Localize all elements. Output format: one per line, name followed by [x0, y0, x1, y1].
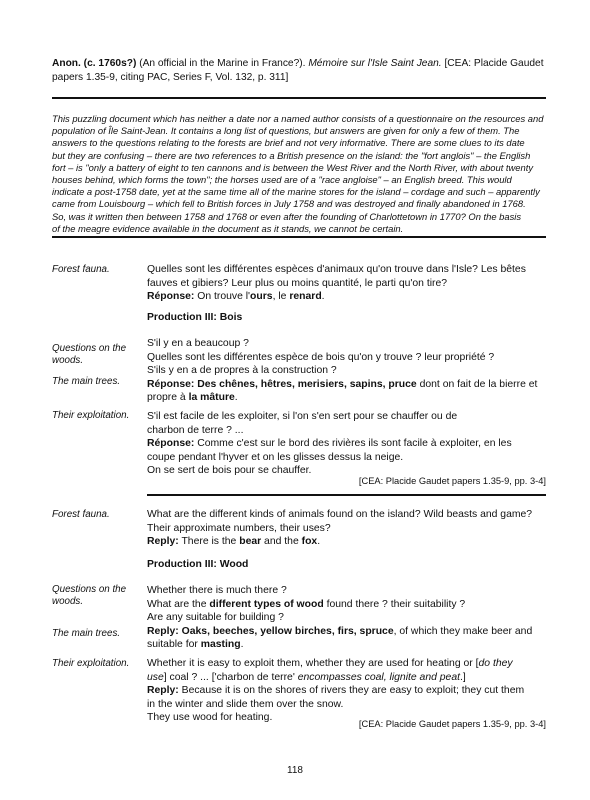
top-rule — [52, 97, 546, 99]
answer-text: , le — [272, 291, 290, 303]
exploit-question: charbon de terre ? ... — [147, 424, 244, 436]
intro-line: came from Louisbourg – which fell to British forces in July 1758 and was destroyed and finally abandoned in 1768. — [52, 198, 526, 210]
margin-note-trees: The main trees. — [52, 376, 121, 387]
question-text: .] — [460, 671, 466, 683]
intro-line: population of Île Saint-Jean. It contains a long list of questions, but answers are given for only a few of them. The — [52, 125, 520, 137]
section-heading: Production III: Bois — [147, 312, 243, 323]
intro-end-rule — [52, 236, 546, 238]
intro-line: houses behind, which forms the town"; the horses used are of a "race angloise" – an English breed. This would — [52, 174, 512, 186]
intro-paragraph — [52, 113, 552, 235]
margin-note-woods: Questions on the woods. — [52, 584, 127, 608]
exploit-answer: On se sert de bois pour se chauffer. — [147, 465, 312, 477]
answer-label: Reply: — [147, 625, 179, 637]
archive-citation: [CEA: Placide Gaudet papers 1.35-9, pp. 3-4] — [358, 719, 546, 729]
trees-answer — [147, 378, 547, 392]
section-divider — [147, 494, 546, 496]
english-fauna — [147, 508, 547, 549]
exploit-answer — [147, 684, 547, 698]
answer-text: On trouve l' — [194, 291, 251, 303]
answer-term: renard — [289, 291, 322, 303]
exploit-question: S'il est facile de les exploiter, si l'on s'en sert pour se chauffer ou de — [147, 411, 458, 422]
fauna-question: Their approximate numbers, their uses? — [147, 522, 331, 534]
answer-text: Because it is on the shores of rivers they are easy to exploit; they cut them — [178, 685, 525, 697]
answer-text: dont on fait de la bierre et — [416, 378, 538, 390]
french-section — [52, 263, 552, 493]
intro-line: but they are confusing – there are two references to a British presence on the island: the "fort anglois" – the English — [52, 149, 531, 161]
woods-question: Whether there is much there ? — [147, 585, 287, 596]
fauna-question: fauves et gibiers? Leur plus ou moins quantité, le parti qu'on tire? — [147, 277, 448, 289]
margin-note-exploitation: Their exploitation. — [52, 658, 130, 669]
fauna-question: Quelles sont les différentes espèces d'animaux qu'on trouve dans l'Isle? Les bêtes — [147, 264, 526, 275]
answer-label: Réponse: — [147, 378, 195, 390]
answer-text: . — [234, 392, 238, 404]
fauna-answer — [147, 535, 547, 549]
intro-line: fort – is "only a battery of eight to ten cannons and is between the West River and the North River, with about twenty — [52, 161, 534, 173]
exploit-answer — [147, 437, 547, 451]
intro-line: This puzzling document which has neither a date nor a named author consists of a questionnaire on the resources and — [52, 113, 544, 124]
intro-line: So, was it written then between 1758 and 1768 or even after the founding of Charlottetown in 1770? On the basis — [52, 210, 522, 222]
margin-note-exploitation: Their exploitation. — [52, 410, 130, 421]
english-section — [52, 508, 552, 738]
archive-citation: [CEA: Placide Gaudet papers 1.35-9, pp. 3-4] — [358, 476, 546, 486]
question-italic: encompasses coal, lignite and peat — [297, 671, 461, 683]
exploit-question — [147, 671, 547, 685]
page-number: 118 — [287, 765, 303, 776]
question-italic: use — [147, 671, 164, 683]
woods-question: Quelles sont les différentes espèce de bois qu'on y trouve ? leur propriété ? — [147, 351, 495, 363]
answer-term: Oaks, beeches, yellow birches, firs, spruce — [181, 625, 394, 637]
fauna-answer — [147, 290, 547, 304]
fauna-question: What are the different kinds of animals found on the island? Wild beasts and game? — [147, 509, 533, 520]
question-text: ] coal ? ... ['charbon de terre' — [163, 671, 298, 683]
woods-question: S'ils y en a de propres à la construction ? — [147, 365, 337, 377]
answer-text: There is the — [178, 536, 240, 548]
exploit-answer: in the winter and slide them over the snow. — [147, 698, 344, 710]
answer-label: Réponse: — [147, 438, 195, 450]
answer-label: Reply: — [147, 685, 179, 697]
answer-term: la mâture — [188, 392, 235, 404]
answer-label: Reply: — [147, 536, 179, 548]
margin-note-fauna: Forest fauna. — [52, 509, 110, 520]
intro-line: answers to the questions relating to the forests are brief and not very informative. There are some clues to its date — [52, 137, 525, 149]
question-italic: do they — [478, 658, 513, 669]
trees-answer — [147, 625, 547, 639]
intro-line: indicate a post-1758 date, yet at the same time all of the marine stores for the island – cordage and such – apparently — [52, 186, 540, 198]
answer-term: fox — [301, 536, 318, 548]
answer-text: suitable for — [147, 639, 201, 651]
english-exploitation — [147, 657, 547, 725]
exploit-answer: coupe pendant l'hyver et on les glisses dessus la neige. — [147, 451, 404, 463]
source-archive: [CEA: Placide Gaudet papers 1.35-9, citing PAC, Series F, Vol. 132, p. 311] — [52, 58, 544, 83]
answer-term: ours — [250, 291, 273, 303]
french-fauna — [147, 263, 547, 304]
answer-text: propre à — [147, 392, 189, 404]
intro-line: of the meagre evidence available in the document as it stands, we cannot be certain. — [52, 222, 404, 234]
answer-text: . — [240, 639, 244, 651]
exploit-question — [147, 657, 547, 671]
answer-text: and the — [261, 536, 302, 548]
source-author: Anon. (c. 1760s?) — [52, 58, 137, 69]
answer-text: . — [317, 536, 321, 548]
trees-answer — [147, 638, 547, 652]
question-term: different types of wood — [209, 598, 324, 610]
woods-question: Are any suitable for building ? — [147, 612, 284, 624]
answer-term: masting — [200, 639, 241, 651]
question-text: Whether it is easy to exploit them, whether they are used for heating or [ — [147, 658, 479, 669]
answer-term: bear — [239, 536, 262, 548]
french-woods — [147, 337, 547, 405]
margin-note-fauna: Forest fauna. — [52, 264, 110, 275]
answer-term: Des chênes, hêtres, merisiers, sapins, pruce — [197, 378, 417, 390]
french-exploitation — [147, 410, 547, 478]
section-heading: Production III: Wood — [147, 559, 249, 570]
exploit-answer: They use wood for heating. — [147, 712, 273, 724]
woods-question — [147, 598, 547, 612]
answer-text: . — [321, 291, 325, 303]
trees-answer — [147, 391, 547, 405]
answer-text: , of which they make beer and — [393, 625, 533, 637]
question-text: found there ? their suitability ? — [323, 598, 466, 610]
source-title: Mémoire sur l'Isle Saint Jean. — [308, 58, 442, 69]
margin-note-trees: The main trees. — [52, 628, 121, 639]
woods-question: S'il y en a beaucoup ? — [147, 338, 249, 349]
answer-text: Comme c'est sur le bord des rivières ils sont facile à exploiter, en les — [194, 438, 512, 450]
question-text: What are the — [147, 598, 210, 610]
margin-note-woods: Questions on the woods. — [52, 343, 127, 367]
english-woods — [147, 584, 547, 652]
answer-label: Réponse: — [147, 291, 195, 303]
source-citation — [52, 57, 552, 85]
source-author-desc: (An official in the Marine in France?). — [136, 58, 309, 69]
